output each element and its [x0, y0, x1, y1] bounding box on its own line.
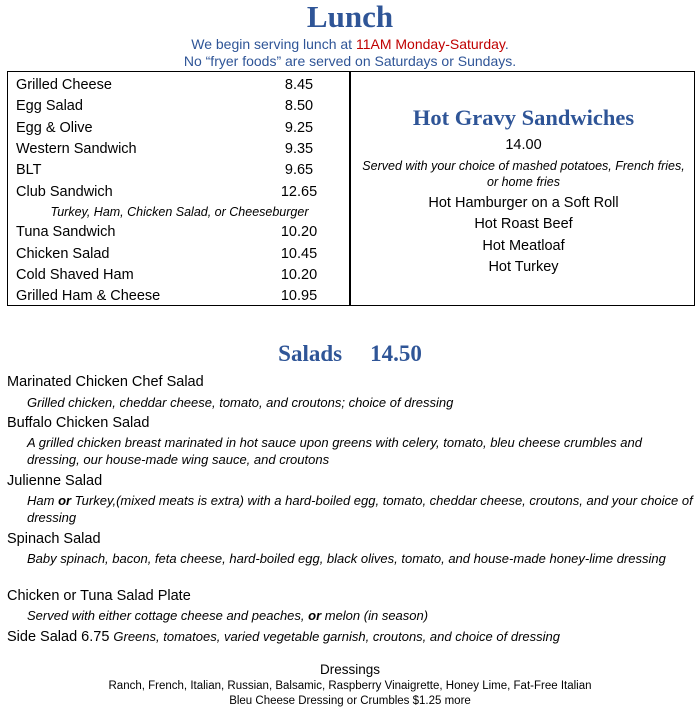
page-title: Lunch: [306, 0, 394, 34]
hot-gravy-box: [350, 71, 695, 306]
salad-description: Grilled chicken, cheddar cheese, tomato, and croutons; choice of dressing: [27, 395, 454, 410]
salad-desc-or: or: [308, 608, 322, 623]
menu-item-price: 10.20: [280, 224, 318, 240]
salad-desc-pre: Ham: [27, 493, 59, 508]
hot-gravy-price: 14.00: [505, 137, 542, 153]
menu-item: [16, 245, 316, 263]
menu-item: [16, 183, 316, 201]
menu-item: [16, 161, 316, 179]
menu-item-name: Cold Shaved Ham: [16, 267, 134, 283]
salad-description: [27, 492, 695, 526]
salad-desc-pre: Served with either cottage cheese and peaches,: [27, 608, 309, 623]
side-salad-description: Greens, tomatoes, varied vegetable garnish, croutons, and choice of dressing: [113, 629, 560, 644]
menu-item-name: BLT: [16, 162, 42, 178]
menu-item: [16, 287, 316, 305]
salad-name: Spinach Salad: [7, 531, 101, 547]
menu-item-price: 8.45: [284, 77, 314, 93]
fryer-note: No “fryer foods” are served on Saturdays or Sundays.: [183, 53, 517, 69]
menu-item-name: Chicken Salad: [16, 246, 110, 262]
menu-item-name: Western Sandwich: [16, 141, 137, 157]
menu-item-price: 9.35: [284, 141, 314, 157]
menu-item-name: Egg & Olive: [16, 120, 93, 136]
salads-heading: [0, 340, 700, 368]
menu-item-name: Egg Salad: [16, 98, 83, 114]
menu-item-price: 8.50: [284, 98, 314, 114]
salad-name: Julienne Salad: [7, 473, 103, 489]
salad-name: Chicken or Tuna Salad Plate: [7, 588, 191, 604]
menu-item: [16, 266, 316, 284]
sandwich-list-box: [7, 71, 350, 306]
menu-item-name: Club Sandwich: [16, 184, 113, 200]
menu-item-price: 10.95: [280, 288, 318, 304]
salad-desc-or: or: [58, 493, 72, 508]
side-salad: [7, 628, 560, 646]
menu-item-price: 9.25: [284, 120, 314, 136]
hot-gravy-title: Hot Gravy Sandwiches: [412, 105, 635, 130]
hot-gravy-item: Hot Meatloaf: [482, 238, 565, 254]
salad-name: Buffalo Chicken Salad: [7, 415, 150, 431]
hot-gravy-item: Hot Roast Beef: [474, 216, 573, 232]
menu-item-name: Grilled Cheese: [16, 77, 112, 93]
salads-price: 14.50: [370, 341, 422, 366]
salad-desc-post: melon (in season): [321, 608, 429, 623]
lunch-hours-pre: We begin serving lunch at: [191, 36, 356, 52]
menu-item: [16, 76, 316, 94]
menu-item-price: 9.65: [284, 162, 314, 178]
dressings-list: Ranch, French, Italian, Russian, Balsamic, Raspberry Vinaigrette, Honey Lime, Fat-Free Italian: [108, 680, 592, 692]
salad-name: Marinated Chicken Chef Salad: [7, 374, 204, 390]
menu-item-price: 10.45: [280, 246, 318, 262]
menu-item-name: Tuna Sandwich: [16, 224, 116, 240]
menu-item: [16, 223, 316, 241]
menu-item-price: 12.65: [280, 184, 318, 200]
menu-item-price: 10.20: [280, 267, 318, 283]
menu-item: [16, 119, 316, 137]
menu-item: [16, 97, 316, 115]
salad-description: A grilled chicken breast marinated in hot sauce upon greens with celery, tomato, bleu cheese crumbles and dressing, our house-made wing sauce, and croutons: [27, 435, 642, 467]
hot-gravy-item: Hot Hamburger on a Soft Roll: [428, 195, 619, 211]
menu-item: [16, 140, 316, 158]
club-sandwich-note: Turkey, Ham, Chicken Salad, or Cheeseburger: [50, 205, 309, 219]
lunch-hours-post: .: [504, 36, 509, 52]
menu-item-name: Grilled Ham & Cheese: [16, 288, 161, 304]
salads-title: Salads: [278, 341, 343, 366]
hot-gravy-description: Served with your choice of mashed potatoes, French fries, or home fries: [362, 159, 685, 189]
lunch-hours-highlight: 11AM Monday-Saturday: [355, 36, 505, 52]
dressings-extra: Bleu Cheese Dressing or Crumbles $1.25 more: [229, 695, 471, 707]
lunch-hours-note: [0, 36, 700, 53]
salad-description: Baby spinach, bacon, feta cheese, hard-boiled egg, black olives, tomato, and house-made honey-lime dressing: [27, 551, 666, 566]
dressings-title: Dressings: [319, 662, 381, 677]
salad-description: [27, 607, 695, 624]
hot-gravy-item: Hot Turkey: [488, 259, 559, 275]
side-salad-name: Side Salad 6.75: [7, 629, 110, 645]
salad-desc-post: Turkey,(mixed meats is extra) with a hard-boiled egg, tomato, cheddar cheese, croutons, and your choice of dressing: [27, 493, 693, 525]
